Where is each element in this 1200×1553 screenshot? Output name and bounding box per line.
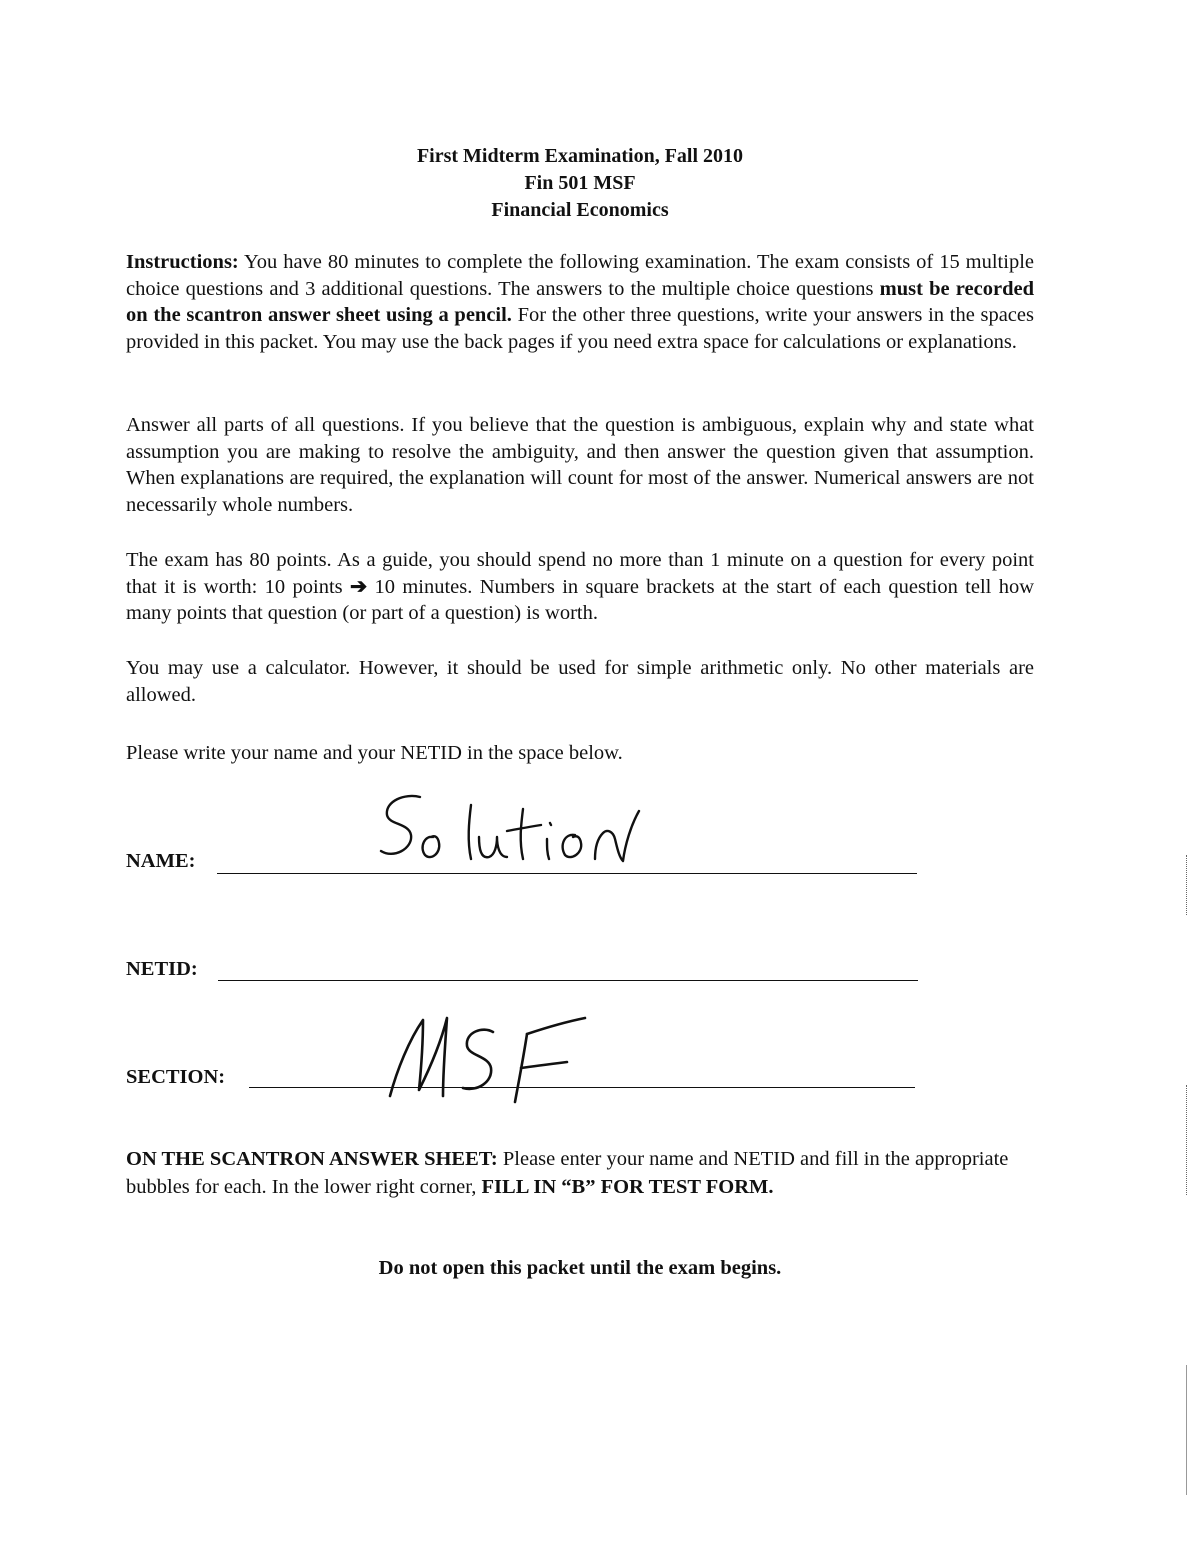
instructions-label: Instructions: xyxy=(126,251,239,273)
section-field-line[interactable] xyxy=(249,1087,915,1088)
scan-artifact xyxy=(1186,855,1187,915)
exam-title: First Midterm Examination, Fall 2010 xyxy=(416,145,744,167)
test-form-instruction: FILL IN “B” FOR TEST FORM. xyxy=(481,1176,774,1198)
scan-artifact xyxy=(1186,1365,1187,1495)
scantron-instructions xyxy=(126,1145,1036,1201)
instructions-text-1: You have 80 minutes to complete the following examination. The exam consists of 15 multiple choice questions and 3 additional questions. The answers to the multiple choice questions xyxy=(126,251,1034,300)
answer-all-paragraph: Answer all parts of all questions. If you believe that the question is ambiguous, explain why and state what assumption you are making to resolve the ambiguity, and then answer the question given that assumption. When explanations are required, the explanation will count for most of the answer. Numerical answers are not necessarily whole numbers. xyxy=(126,414,1034,516)
do-not-open-notice: Do not open this packet until the exam begins. xyxy=(378,1257,782,1279)
calculator-paragraph: You may use a calculator. However, it should be used for simple arithmetic only. No other materials are allowed. xyxy=(126,657,1034,706)
course-code: Fin 501 MSF xyxy=(524,172,636,194)
points-text-2: 10 minutes. Numbers in square brackets at the start of each question tell how many points that question (or part of a question) is worth. xyxy=(126,575,1034,624)
exam-header xyxy=(0,143,1160,224)
points-paragraph xyxy=(126,547,1034,627)
section-label: SECTION: xyxy=(126,1066,226,1088)
scan-artifact xyxy=(1186,1085,1187,1195)
name-label: NAME: xyxy=(126,850,196,872)
instructions-paragraph xyxy=(126,249,1034,355)
points-text-1: The exam has 80 points. As a guide, you should spend no more than 1 minute on a question for every point that it is worth: 10 points xyxy=(126,549,1034,598)
scantron-text: Please enter your name and NETID and fill in the appropriate bubbles for each. In the lower right corner, xyxy=(126,1148,1009,1198)
course-name: Financial Economics xyxy=(491,199,669,221)
name-handwriting xyxy=(375,785,655,875)
arrow-icon: ➔ xyxy=(349,575,368,598)
write-name-instruction: Please write your name and your NETID in the space below. xyxy=(126,742,623,764)
netid-label: NETID: xyxy=(126,958,198,980)
instructions-bold-text: must be recorded on the scantron answer sheet using a pencil. xyxy=(126,277,1034,326)
netid-field-line[interactable] xyxy=(218,980,918,981)
section-handwriting xyxy=(385,1010,595,1105)
name-field-line[interactable] xyxy=(217,873,917,874)
instructions-text-2: For the other three questions, write your answers in the spaces provided in this packet. You may use the back pages if you need extra space for calculations or explanations. xyxy=(126,304,1034,353)
scantron-heading: ON THE SCANTRON ANSWER SHEET: xyxy=(126,1148,498,1170)
